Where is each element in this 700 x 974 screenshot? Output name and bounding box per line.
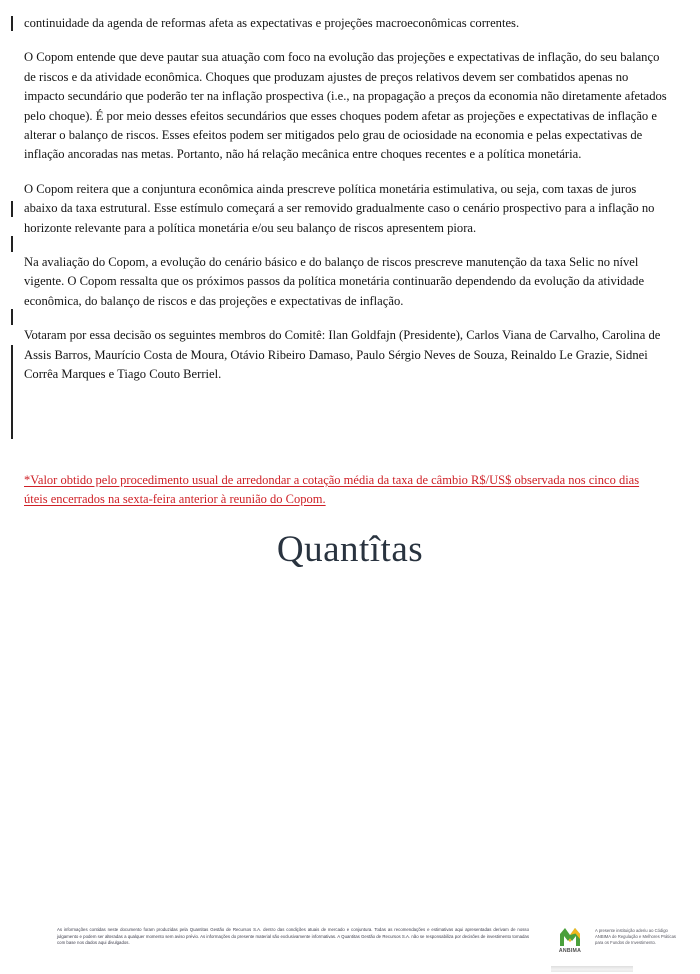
document-text-body — [24, 14, 670, 385]
paragraph-text: continuidade da agenda de reformas afeta as expectativas e projeções macroeconômicas correntes. — [24, 16, 520, 30]
change-bar — [11, 201, 13, 217]
paragraph-copom-reitera — [24, 180, 670, 238]
paragraph-text: Na avaliação do Copom, a evolução do cenário básico e do balanço de riscos prescreve manutenção da taxa Selic no nível vigente. O Copom ressalta que os próximos passos da política monetária continuarão dependendo da evolução da atividade econômica, do balanço de riscos e das projeções e expectativas de inflação. — [24, 255, 645, 308]
change-bar — [11, 16, 13, 31]
revision-footnote — [24, 471, 664, 509]
footnote-text: *Valor obtido pelo procedimento usual de arredondar a cotação média da taxa de câmbio R$/US$ observada nos cinco dias úteis encerrados na sexta-feira anterior à reunião do Copom. — [24, 473, 640, 506]
anbima-mark-icon — [557, 927, 583, 947]
paragraph-text: O Copom entende que deve pautar sua atuação com foco na evolução das projeções e expectativas de inflação, do seu balanço de riscos e da atividade econômica. Choques que produzam ajustes de preços relativos devem ser combatidos apenas no impacto secundário que poderão ter na inflação prospectiva (i.e., na propagação a preços da economia não diretamente afetados pelo choque). É por meio desses efeitos secundários que esses choques podem afetar as projeções e expectativas de inflação e alterar o balanço de riscos. Esses efeitos podem ser mitigados pelo grau de ociosidade na economia e pelas expectativas de inflação ancoradas nas metas. Portanto, não há relação mecânica entre choques recentes e a política monetária. — [24, 50, 667, 162]
paragraph-text: O Copom reitera que a conjuntura econômica ainda prescreve política monetária estimulativa, ou seja, com taxas de juros abaixo da taxa estrutural. Esse estímulo começará a ser removido gradualmente caso o cenário prospectivo para a inflação no horizonte relevante para a política monetária e/ou seu balanço de riscos apresentem piora. — [24, 181, 655, 235]
page-footer — [0, 925, 700, 974]
scan-artifact — [551, 966, 633, 972]
anbima-seal-text: A presente instituição aderiu ao Código ANBIMA de Regulação e Melhores Práticas para os Fundos de Investimento. — [595, 928, 676, 946]
paragraph-text: Votaram por essa decisão os seguintes membros do Comitê: Ilan Goldfajn (Presidente), Carlos Viana de Carvalho, Carolina de Assis Barros, Maurício Costa de Moura, Otávio Ribeiro Damaso, Paulo Sérgio Neves de Souza, Reinaldo Le Grazie, Sidnei Corrêa Marques e Tiago Couto Berriel. — [24, 328, 661, 382]
paragraph-copom-entende — [24, 48, 670, 164]
brand-logo-container — [0, 531, 700, 568]
change-bar — [11, 236, 13, 252]
paragraph-avaliacao — [24, 253, 670, 311]
paragraph-continuidade — [24, 14, 670, 33]
footer-disclaimer: As informações contidas neste documento foram produzidas pela Quantitas Gestão de Recursos S.A. dentro das condições atuais de mercado e conjuntura. Todas as recomendações e estimativas aqui apresentadas derivam de nosso julgamento e podem ser alteradas a qualquer momento sem aviso prévio. As informações do presente material são exclusivamente informativas. A Quantitas Gestão de Recursos S.A. não se responsabiliza por decisões de investimento tomadas com base nos dados aqui divulgados. — [57, 927, 529, 946]
anbima-logo — [549, 927, 591, 954]
anbima-label: ANBIMA — [558, 947, 582, 954]
anbima-seal — [549, 925, 689, 965]
quantitas-wordmark: Quantîtas — [276, 529, 424, 570]
change-bar-extended — [11, 345, 13, 439]
paragraph-votaram — [24, 326, 670, 384]
change-bar — [11, 309, 13, 325]
